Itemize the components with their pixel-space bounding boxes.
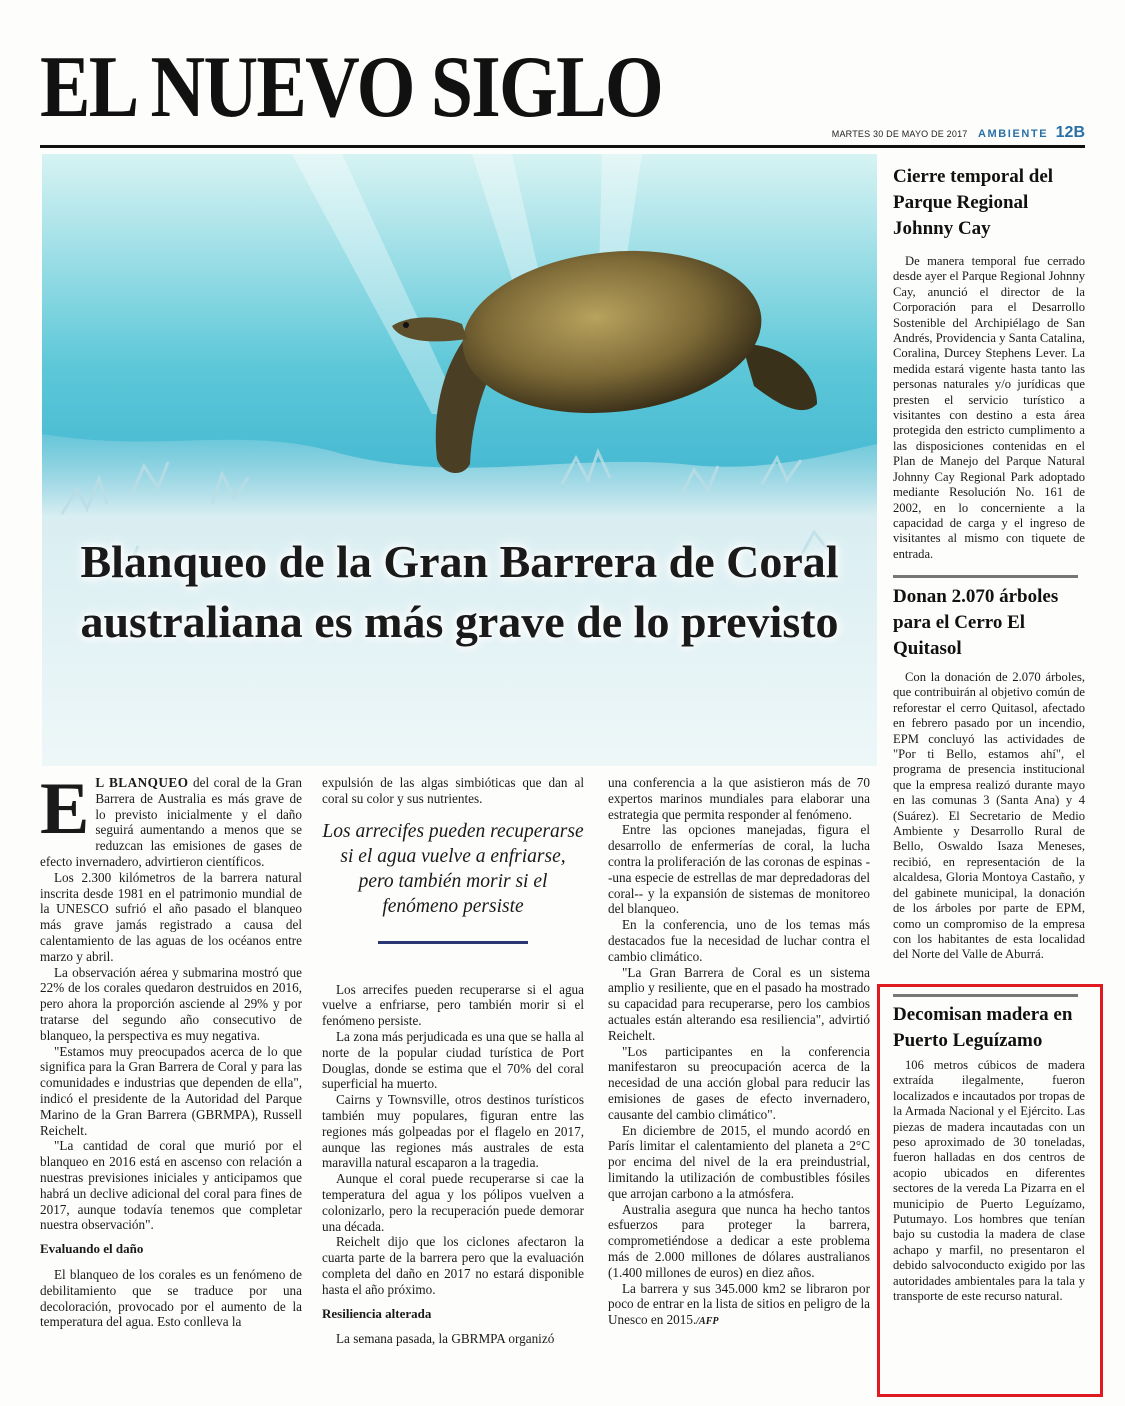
paragraph: "Estamos muy preocupados acerca de lo que significa para la Gran Barrera de Coral y para las comunidades e industrias que dependen de ella", indicó el presidente de la Autoridad del Parque Marino de la Gran Barrera (GBRMPA), Russell Reichelt.: [40, 1043, 302, 1138]
article-column-3: [608, 775, 870, 1330]
hero-photo: [42, 154, 877, 766]
sidebar-body-2: Con la donación de 2.070 árboles, que contribuirán al objetivo común de reforestar el cerro Quitasol, afectado en febrero pasado por un incendio, EPM concluyó las actividades de "Por ti Bello, estamos ahí", el programa de presencia institucional que la empresa realizó durante mayo en las comunas 3 (Santa Ana) y 4 (Suárez). El Secretario de Medio Ambiente y Desarrollo Rural de Bello, Oswaldo Isaza Meneses, recibió, en representación de la alcaldesa, Gloria Montoya Castaño, y del gabinete municipal, la donación de los árboles por parte de EPM, como un compromiso de la empresa con los habitantes de esta localidad del Norte del Valle de Aburrá.: [893, 670, 1085, 962]
paragraph: Entre las opciones manejadas, figura el desarrollo de enfermerías de coral, la lucha contra la proliferación de las coronas de espinas --una especie de estrellas de mar depredadoras del coral-- y la expansión de sistemas de monitoreo del blanqueo.: [608, 822, 870, 917]
paragraph: expulsión de las algas simbióticas que dan al coral su color y sus nutrientes.: [322, 775, 584, 806]
paragraph: Los 2.300 kilómetros de la barrera natural inscrita desde 1981 en el patrimonio mundial de la UNESCO sufrió el año pasado el blanqueo más grave jamás registrado a causa del calentamiento de las aguas de los océanos entre marzo y abril.: [40, 869, 302, 964]
sidebar-body-3: 106 metros cúbicos de madera extraída ilegalmente, fueron localizados e incautados por tropas de la Armada Nacional y el Ejército. Las piezas de madera incautadas con un peso aproximado de 30 toneladas, fueron halladas en dos centros de acopio ubicados en diferentes sectores de la vereda La Pizarra en el municipio de Puerto Leguízamo, Putumayo. Los hombres que tenían bajo su custodia la madera de clase achapo y marfil, no presentaron el debido salvoconducto exigido por las autoridades ambientales para la tala y transporte de este recurso natural.: [893, 1058, 1085, 1304]
page-number: 12B: [1055, 124, 1085, 141]
paragraph: Aunque el coral puede recuperarse si cae la temperatura del agua y los pólipos vuelven a colonizarlo, pero la recuperación puede demorar una década.: [322, 1171, 584, 1234]
closing-text: La barrera y sus 345.000 km2 se libraron por poco de entrar en la lista de sitios en peligro de la Unesco en 2015.: [608, 1280, 870, 1328]
lead-paragraph: [40, 768, 302, 870]
sidebar-headline-2: Donan 2.070 árboles para el Cerro El Quitasol: [893, 586, 1059, 659]
paragraph: una conferencia a la que asistieron más de 70 expertos marinos mundiales para elaborar una estrategia que permita responder al fenómeno.: [608, 775, 870, 822]
pull-quote-rule: [378, 941, 528, 944]
sidebar-divider: [893, 994, 1078, 997]
sidebar-headline-3: Decomisan madera en Puerto Leguízamo: [893, 1004, 1073, 1051]
issue-date: MARTES 30 DE MAYO DE 2017: [831, 129, 968, 139]
paragraph: [608, 1281, 870, 1330]
lead-text: del coral de la Gran Barrera de Australia es más grave de lo previsto inicialmente y el daño seguirá aumentando a menos que se reduzcan las emisiones de gases de efecto invernadero, advirtieron científicos.: [40, 775, 302, 869]
paragraph: La zona más perjudicada es una que se halla al norte de la popular ciudad turística de Port Douglas, donde se estima que el 70% del coral superficial ha muerto.: [322, 1028, 584, 1092]
paragraph: "La Gran Barrera de Coral es un sistema amplio y resiliente, que en el pasado ha mostrado su capacidad para recuperarse, pero los cambios actuales están alterando esa resiliencia", advirtió Reichelt.: [608, 964, 870, 1043]
article-column-2: [322, 775, 584, 1347]
paragraph: Australia asegura que nunca ha hecho tantos esfuerzos para proteger la barrera, comprometiéndose a dedicar a este problema más de 2.000 millones de dólares australianos (1.400 millones de euros) en diez años.: [608, 1201, 870, 1280]
article-column-1: [40, 768, 302, 1330]
paragraph: En la conferencia, uno de los temas más destacados fue la necesidad de luchar contra el cambio climático.: [608, 917, 870, 964]
paragraph: La semana pasada, la GBRMPA organizó: [336, 1331, 555, 1347]
paragraph: El blanqueo de los corales es un fenómeno de debilitamiento que se traduce por una decoloración, provocado por el aumento de la temperatura del agua. Esto conlleva la: [40, 1266, 302, 1330]
subhead: Resiliencia alterada: [322, 1305, 432, 1321]
masthead: EL NUEVO SIGLO: [40, 39, 663, 136]
masthead-rule: [40, 145, 1085, 148]
paragraph: "La cantidad de coral que murió por el blanqueo en 2016 está en ascenso con relación a nuestras previsiones iniciales y anticipamos que habrá un declive adicional del coral para fines de 2017, aunque todavía tenemos que completar nuestra observación".: [40, 1138, 302, 1233]
paragraph: Los arrecifes pueden recuperarse si el agua vuelve a enfriarse, pero también morir si el fenómeno persiste.: [322, 981, 584, 1029]
paragraph: En diciembre de 2015, el mundo acordó en París limitar el calentamiento del planeta a 2°C por encima del nivel de la era preindustrial, limitando la utilización de combustibles fósiles que arrojan carbono a la atmósfera.: [608, 1122, 870, 1201]
lead-word: L BLANQUEO: [95, 775, 189, 790]
paragraph: Cairns y Townsville, otros destinos turísticos también muy populares, figuran entre las regiones más golpeadas por el flagelo en 2017, aunque las regiones más australes de esta maravilla natural escaparon a la tragedia.: [322, 1092, 584, 1171]
sidebar-divider: [893, 575, 1078, 578]
section-name: AMBIENTE: [977, 128, 1049, 140]
subhead: Evaluando el daño: [40, 1241, 144, 1257]
pull-quote: Los arrecifes pueden recuperarse si el agua vuelve a enfriarse, pero también morir si el fenómeno persiste: [322, 820, 584, 917]
sea-turtle-photo: [42, 154, 877, 766]
source-tag: /AFP: [696, 1316, 719, 1328]
paragraph: "Los participantes en la conferencia manifestaron su preocupación acerca de la necesidad de una acción global para reducir las emisiones de gases de efecto invernadero, causante del cambio climático".: [608, 1043, 870, 1122]
sidebar-headline-1: Cierre temporal del Parque Regional Johnny Cay: [893, 166, 1054, 239]
dateline: [690, 124, 1085, 142]
paragraph: Reichelt dijo que los ciclones afectaron la cuarta parte de la barrera pero que la evaluación completa del daño en 2017 no estará disponible hasta el año próximo.: [322, 1234, 584, 1297]
dropcap: E: [40, 768, 90, 850]
sidebar-body-1: De manera temporal fue cerrado desde ayer el Parque Regional Johnny Cay, anunció el director de la Corporación para el Desarrollo Sostenible del Archipiélago de San Andrés, Providencia y Santa Catalina, Coralina, Durcey Stephens Lever. La medida estará vigente hasta tanto las personas naturales y/o jurídicas que presten el servicio turístico a visitantes con destino a esta área protegida den estricto cumplimento a las disposiciones contenidas en el Plan de Manejo del Parque Natural Johnny Cay Regional Park adoptado mediante Resolución No. 161 de 2002, en lo concerniente a la capacidad de carga y el ingreso de visitantes al mismo con tiquete de entrada.: [893, 254, 1085, 561]
headline: Blanqueo de la Gran Barrera de Coral australiana es más grave de lo previsto: [80, 536, 839, 647]
paragraph: La observación aérea y submarina mostró que 22% de los corales quedaron destruidos en 2016, pero ahora la proporción asciende al 29% y por tratarse del segundo año consecutivo de blanqueo, la perspectiva es muy negativa.: [40, 964, 302, 1043]
